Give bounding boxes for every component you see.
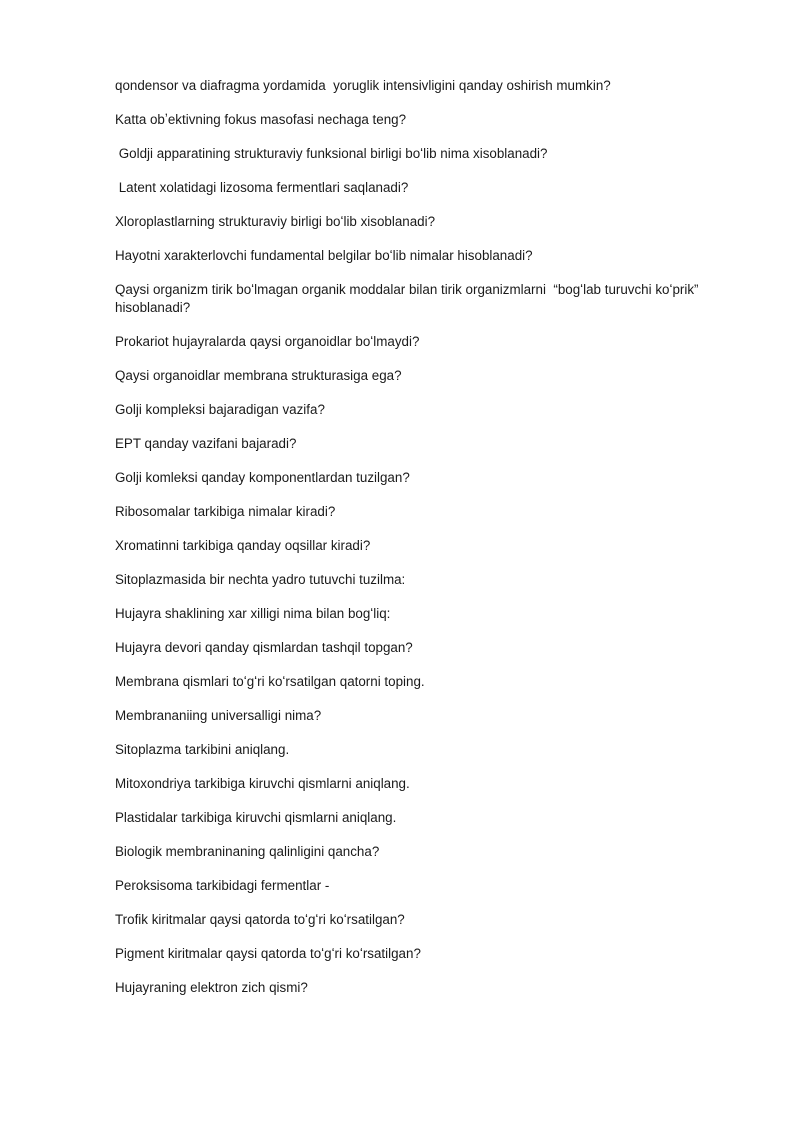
question: Hayotni xarakterlovchi fundamental belgilar boʻlib nimalar hisoblanadi? (115, 248, 533, 263)
question: Qaysi organoidlar membrana strukturasiga ega? (115, 368, 402, 383)
question: Membrananiing universalligi nima? (115, 708, 322, 723)
question: Biologik membraninaning qalinligini qancha? (115, 844, 380, 859)
question: Pigment kiritmalar qaysi qatorda toʻgʻri koʻrsatilgan? (115, 946, 421, 961)
question: qondensor va diafragma yordamida yoruglik intensivligini qanday oshirish mumkin? (115, 78, 611, 93)
question: Plastidalar tarkibiga kiruvchi qismlarni aniqlang. (115, 810, 397, 825)
question: Qaysi organizm tirik boʻlmagan organik moddalar bilan tirik organizmlarni “bogʻlab turuvchi koʻprik” hisoblanadi? (115, 282, 703, 315)
question: Golji kompleksi bajaradigan vazifa? (115, 402, 325, 417)
question: Prokariot hujayralarda qaysi organoidlar boʻlmaydi? (115, 334, 420, 349)
question-list (115, 77, 730, 1013)
question: Trofik kiritmalar qaysi qatorda toʻgʻri koʻrsatilgan? (115, 912, 405, 927)
question: Hujayra shaklining xar xilligi nima bilan bogʻliq: (115, 606, 391, 621)
question: Peroksisoma tarkibidagi fermentlar - (115, 878, 330, 893)
question: Katta obʼektivning fokus masofasi nechaga teng? (115, 112, 407, 127)
question: Xloroplastlarning strukturaviy birligi boʻlib xisoblanadi? (115, 214, 436, 229)
question: Goldji apparatining strukturaviy funksional birligi boʻlib nima xisoblanadi? (115, 146, 548, 161)
question: Latent xolatidagi lizosoma fermentlari saqlanadi? (115, 180, 409, 195)
question: Xromatinni tarkibiga qanday oqsillar kiradi? (115, 538, 371, 553)
question: Hujayraning elektron zich qismi? (115, 980, 308, 995)
question: Membrana qismlari toʻgʻri koʻrsatilgan qatorni toping. (115, 674, 425, 689)
question: Hujayra devori qanday qismlardan tashqil topgan? (115, 640, 413, 655)
question: Golji komleksi qanday komponentlardan tuzilgan? (115, 470, 410, 485)
question: Ribosomalar tarkibiga nimalar kiradi? (115, 504, 336, 519)
question: Sitoplazmasida bir nechta yadro tutuvchi tuzilma: (115, 572, 406, 587)
question: EPT qanday vazifani bajaradi? (115, 436, 297, 451)
question: Mitoxondriya tarkibiga kiruvchi qismlarni aniqlang. (115, 776, 410, 791)
question: Sitoplazma tarkibini aniqlang. (115, 742, 290, 757)
